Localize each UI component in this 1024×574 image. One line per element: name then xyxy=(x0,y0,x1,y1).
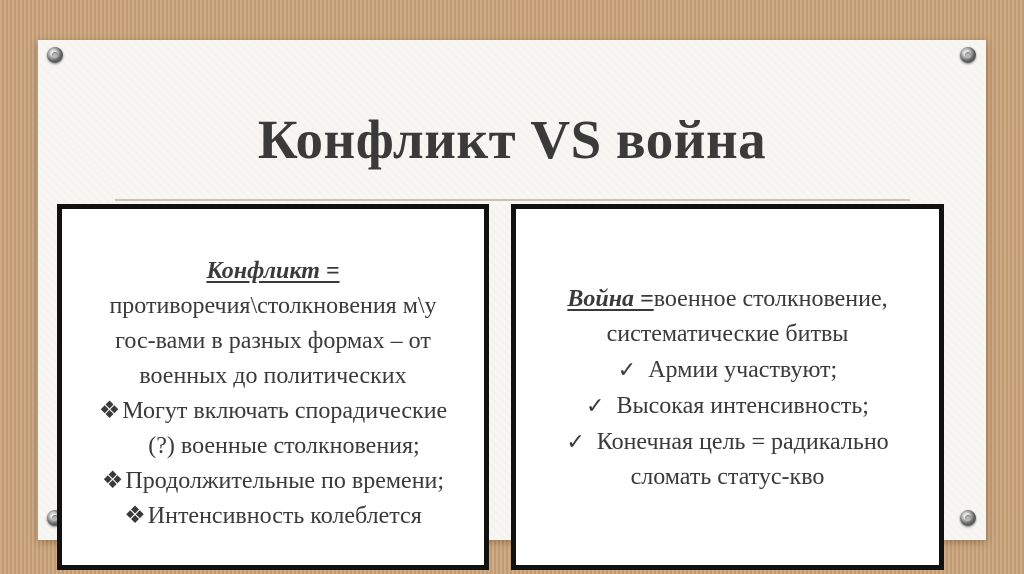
war-definition-text: военное столкновение, xyxy=(653,286,888,312)
war-check-text: Армии участвуют; xyxy=(648,357,838,383)
conflict-bullet xyxy=(62,394,484,429)
conflict-bullet xyxy=(62,464,484,499)
conflict-term: Конфликт = xyxy=(206,258,340,284)
pin-icon xyxy=(47,47,63,63)
diamond-bullet-icon: ❖ xyxy=(124,503,146,529)
conflict-definition-line: противоречия\столкновения м\у xyxy=(109,293,437,319)
war-content xyxy=(516,282,939,495)
pin-icon xyxy=(960,47,976,63)
war-check-text: Высокая интенсивность; xyxy=(616,393,869,419)
checkmark-icon: ✓ xyxy=(566,429,585,454)
conflict-definition-line: военных до политических xyxy=(139,363,407,389)
conflict-content xyxy=(62,254,484,534)
checkmark-icon: ✓ xyxy=(586,393,605,418)
conflict-box xyxy=(57,204,489,570)
war-check-text: Конечная цель = радикально xyxy=(596,429,889,455)
war-check-item xyxy=(516,352,939,388)
pin-icon xyxy=(960,510,976,526)
war-term: Война = xyxy=(567,286,654,312)
war-term-line xyxy=(516,282,939,317)
conflict-bullet-text: Интенсивность колеблется xyxy=(147,503,422,529)
conflict-bullet-text: Продолжительные по времени; xyxy=(125,468,445,494)
checkmark-icon: ✓ xyxy=(617,357,637,382)
war-box xyxy=(511,204,944,570)
title-divider xyxy=(115,199,910,201)
conflict-bullet-continuation: (?) военные столкновения; xyxy=(148,433,420,459)
diamond-bullet-icon: ❖ xyxy=(101,468,124,494)
diamond-bullet-icon: ❖ xyxy=(98,398,121,424)
war-check-continuation: сломать статус-кво xyxy=(630,464,825,490)
war-check-item xyxy=(516,388,939,424)
conflict-definition-line: гос-вами в разных формах – от xyxy=(115,328,431,354)
conflict-term-line xyxy=(62,254,484,289)
war-check-item xyxy=(516,424,939,460)
slide-title: Конфликт VS война xyxy=(257,109,767,170)
war-definition-line: систематические битвы xyxy=(606,321,849,347)
conflict-bullet-text: Могут включать спорадические xyxy=(122,398,448,424)
conflict-bullet xyxy=(62,499,484,534)
